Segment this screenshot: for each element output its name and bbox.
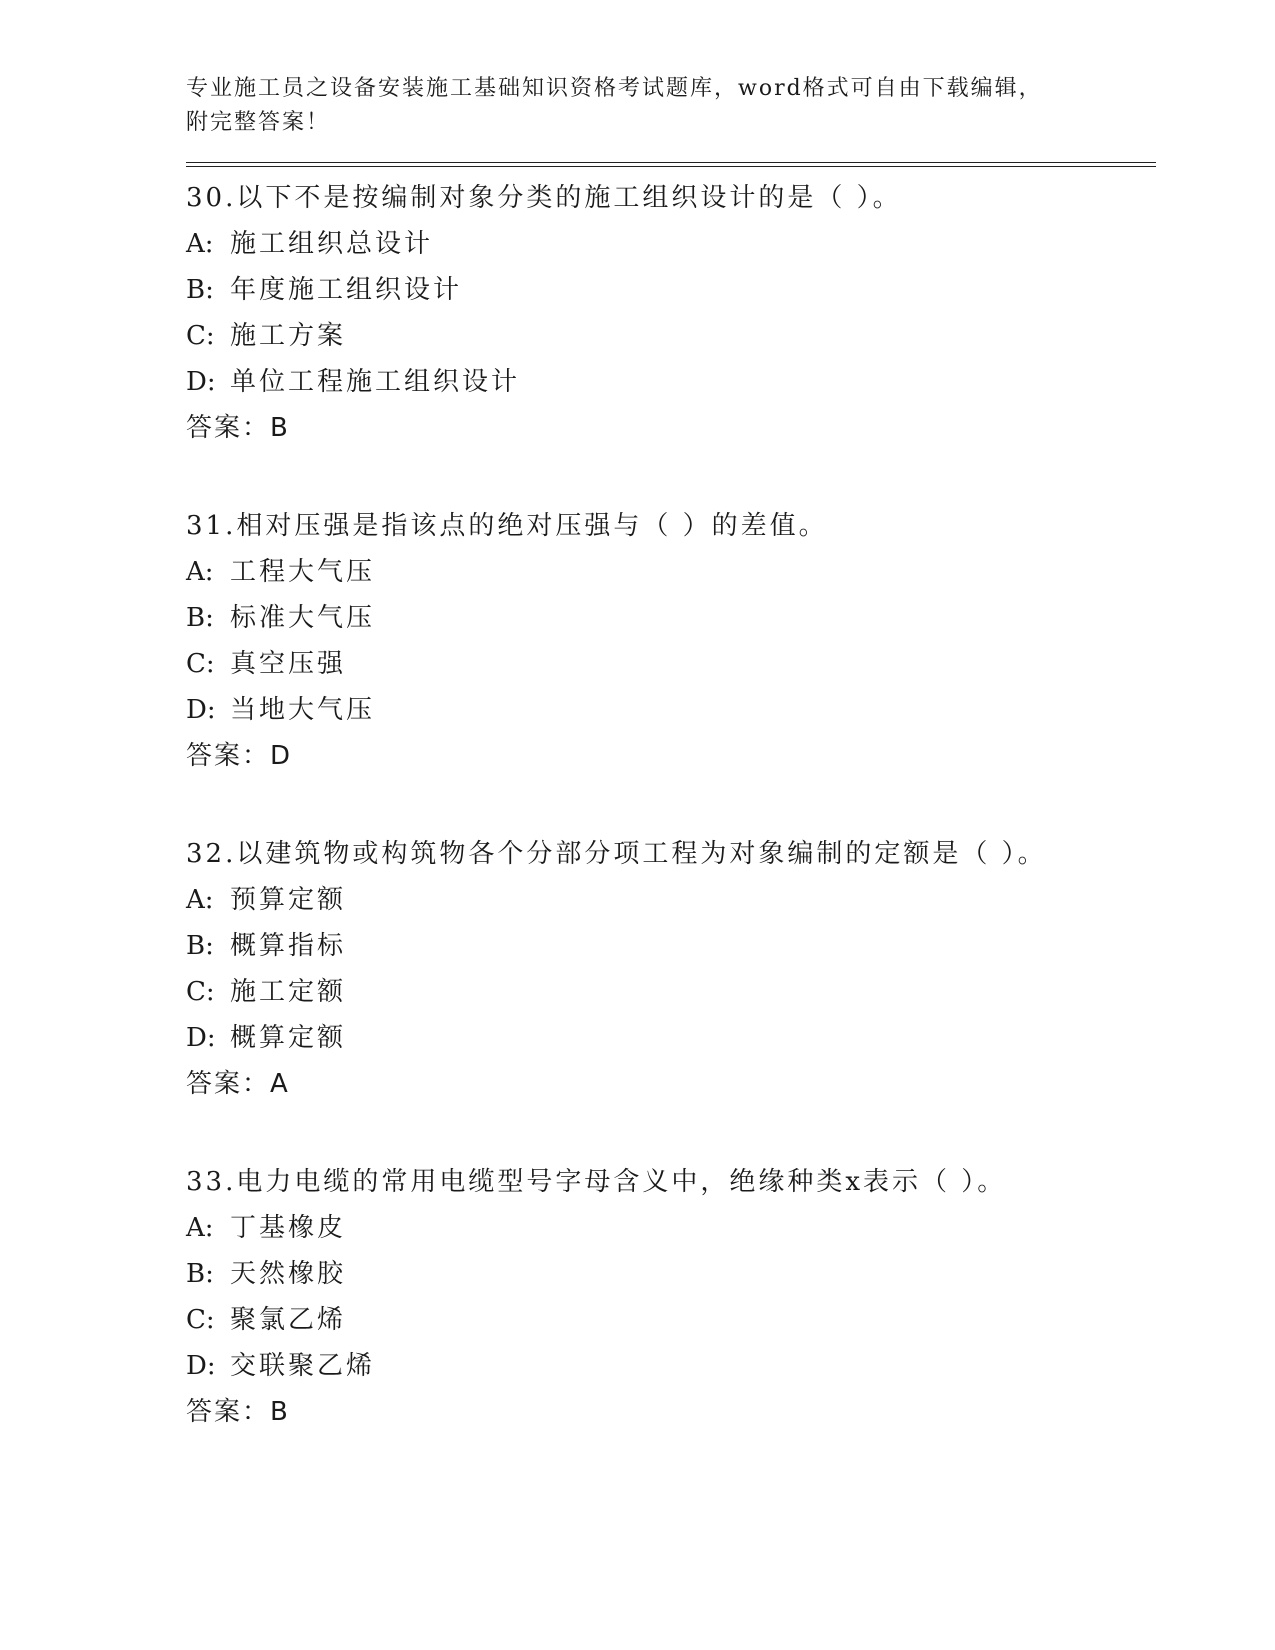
answer-line: 答案：B: [186, 413, 290, 443]
option-a: [186, 877, 1156, 923]
question-stem: 31.相对压强是指该点的绝对压强与（ ）的差值。: [186, 511, 828, 541]
option-text: 标准大气压: [230, 603, 376, 633]
option-key: A:: [186, 557, 214, 587]
answer-line: 答案：D: [186, 741, 293, 771]
option-key: C:: [186, 321, 215, 351]
question-stem: 33.电力电缆的常用电缆型号字母含义中，绝缘种类x表示（ ）。: [186, 1167, 1007, 1197]
option-c: [186, 969, 1156, 1015]
option-b: [186, 595, 1156, 641]
question-33: [186, 1159, 1156, 1435]
option-d: [186, 1015, 1156, 1061]
option-c: [186, 641, 1156, 687]
option-b: [186, 923, 1156, 969]
option-c: [186, 313, 1156, 359]
option-text: 天然橡胶: [230, 1259, 347, 1289]
option-c: [186, 1297, 1156, 1343]
answer-line: 答案：A: [186, 1069, 290, 1099]
option-d: [186, 359, 1156, 405]
option-text: 单位工程施工组织设计: [230, 367, 521, 397]
option-key: A:: [186, 1213, 214, 1243]
option-key: C:: [186, 649, 215, 679]
option-text: 真空压强: [230, 649, 347, 679]
option-a: [186, 1205, 1156, 1251]
header-line-1: 专业施工员之设备安装施工基础知识资格考试题库，word格式可自由下载编辑，: [186, 76, 1043, 101]
option-d: [186, 1343, 1156, 1389]
option-text: 工程大气压: [230, 557, 376, 587]
option-text: 概算定额: [230, 1023, 347, 1053]
option-key: B:: [186, 275, 214, 305]
option-a: [186, 549, 1156, 595]
option-key: C:: [186, 977, 215, 1007]
option-text: 施工定额: [230, 977, 347, 1007]
option-key: D:: [186, 695, 216, 725]
question-stem: 32.以建筑物或构筑物各个分部分项工程为对象编制的定额是（ ）。: [186, 839, 1047, 869]
option-a: [186, 221, 1156, 267]
answer-line: 答案：B: [186, 1397, 290, 1427]
rule-bottom: [186, 166, 1156, 167]
option-text: 年度施工组织设计: [230, 275, 463, 305]
document-page: [186, 72, 1156, 1487]
header-line-2: 附完整答案！: [186, 110, 331, 135]
option-text: 当地大气压: [230, 695, 376, 725]
option-key: D:: [186, 1023, 216, 1053]
header-double-rule: [186, 162, 1156, 167]
rule-top: [186, 162, 1156, 163]
question-list: [186, 175, 1156, 1435]
option-d: [186, 687, 1156, 733]
option-key: C:: [186, 1305, 215, 1335]
option-text: 概算指标: [230, 931, 347, 961]
option-text: 预算定额: [230, 885, 347, 915]
option-text: 丁基橡皮: [230, 1213, 347, 1243]
option-key: B:: [186, 1259, 214, 1289]
option-key: D:: [186, 1351, 216, 1381]
question-31: [186, 503, 1156, 779]
option-key: A:: [186, 885, 214, 915]
option-b: [186, 1251, 1156, 1297]
document-header: [186, 72, 1086, 140]
option-text: 聚氯乙烯: [230, 1305, 347, 1335]
option-text: 施工组织总设计: [230, 229, 434, 259]
question-30: [186, 175, 1156, 451]
option-key: B:: [186, 931, 214, 961]
option-text: 施工方案: [230, 321, 347, 351]
question-stem: 30.以下不是按编制对象分类的施工组织设计的是（ ）。: [186, 183, 902, 213]
option-b: [186, 267, 1156, 313]
question-32: [186, 831, 1156, 1107]
option-key: B:: [186, 603, 214, 633]
option-key: D:: [186, 367, 216, 397]
option-text: 交联聚乙烯: [230, 1351, 376, 1381]
option-key: A:: [186, 229, 214, 259]
